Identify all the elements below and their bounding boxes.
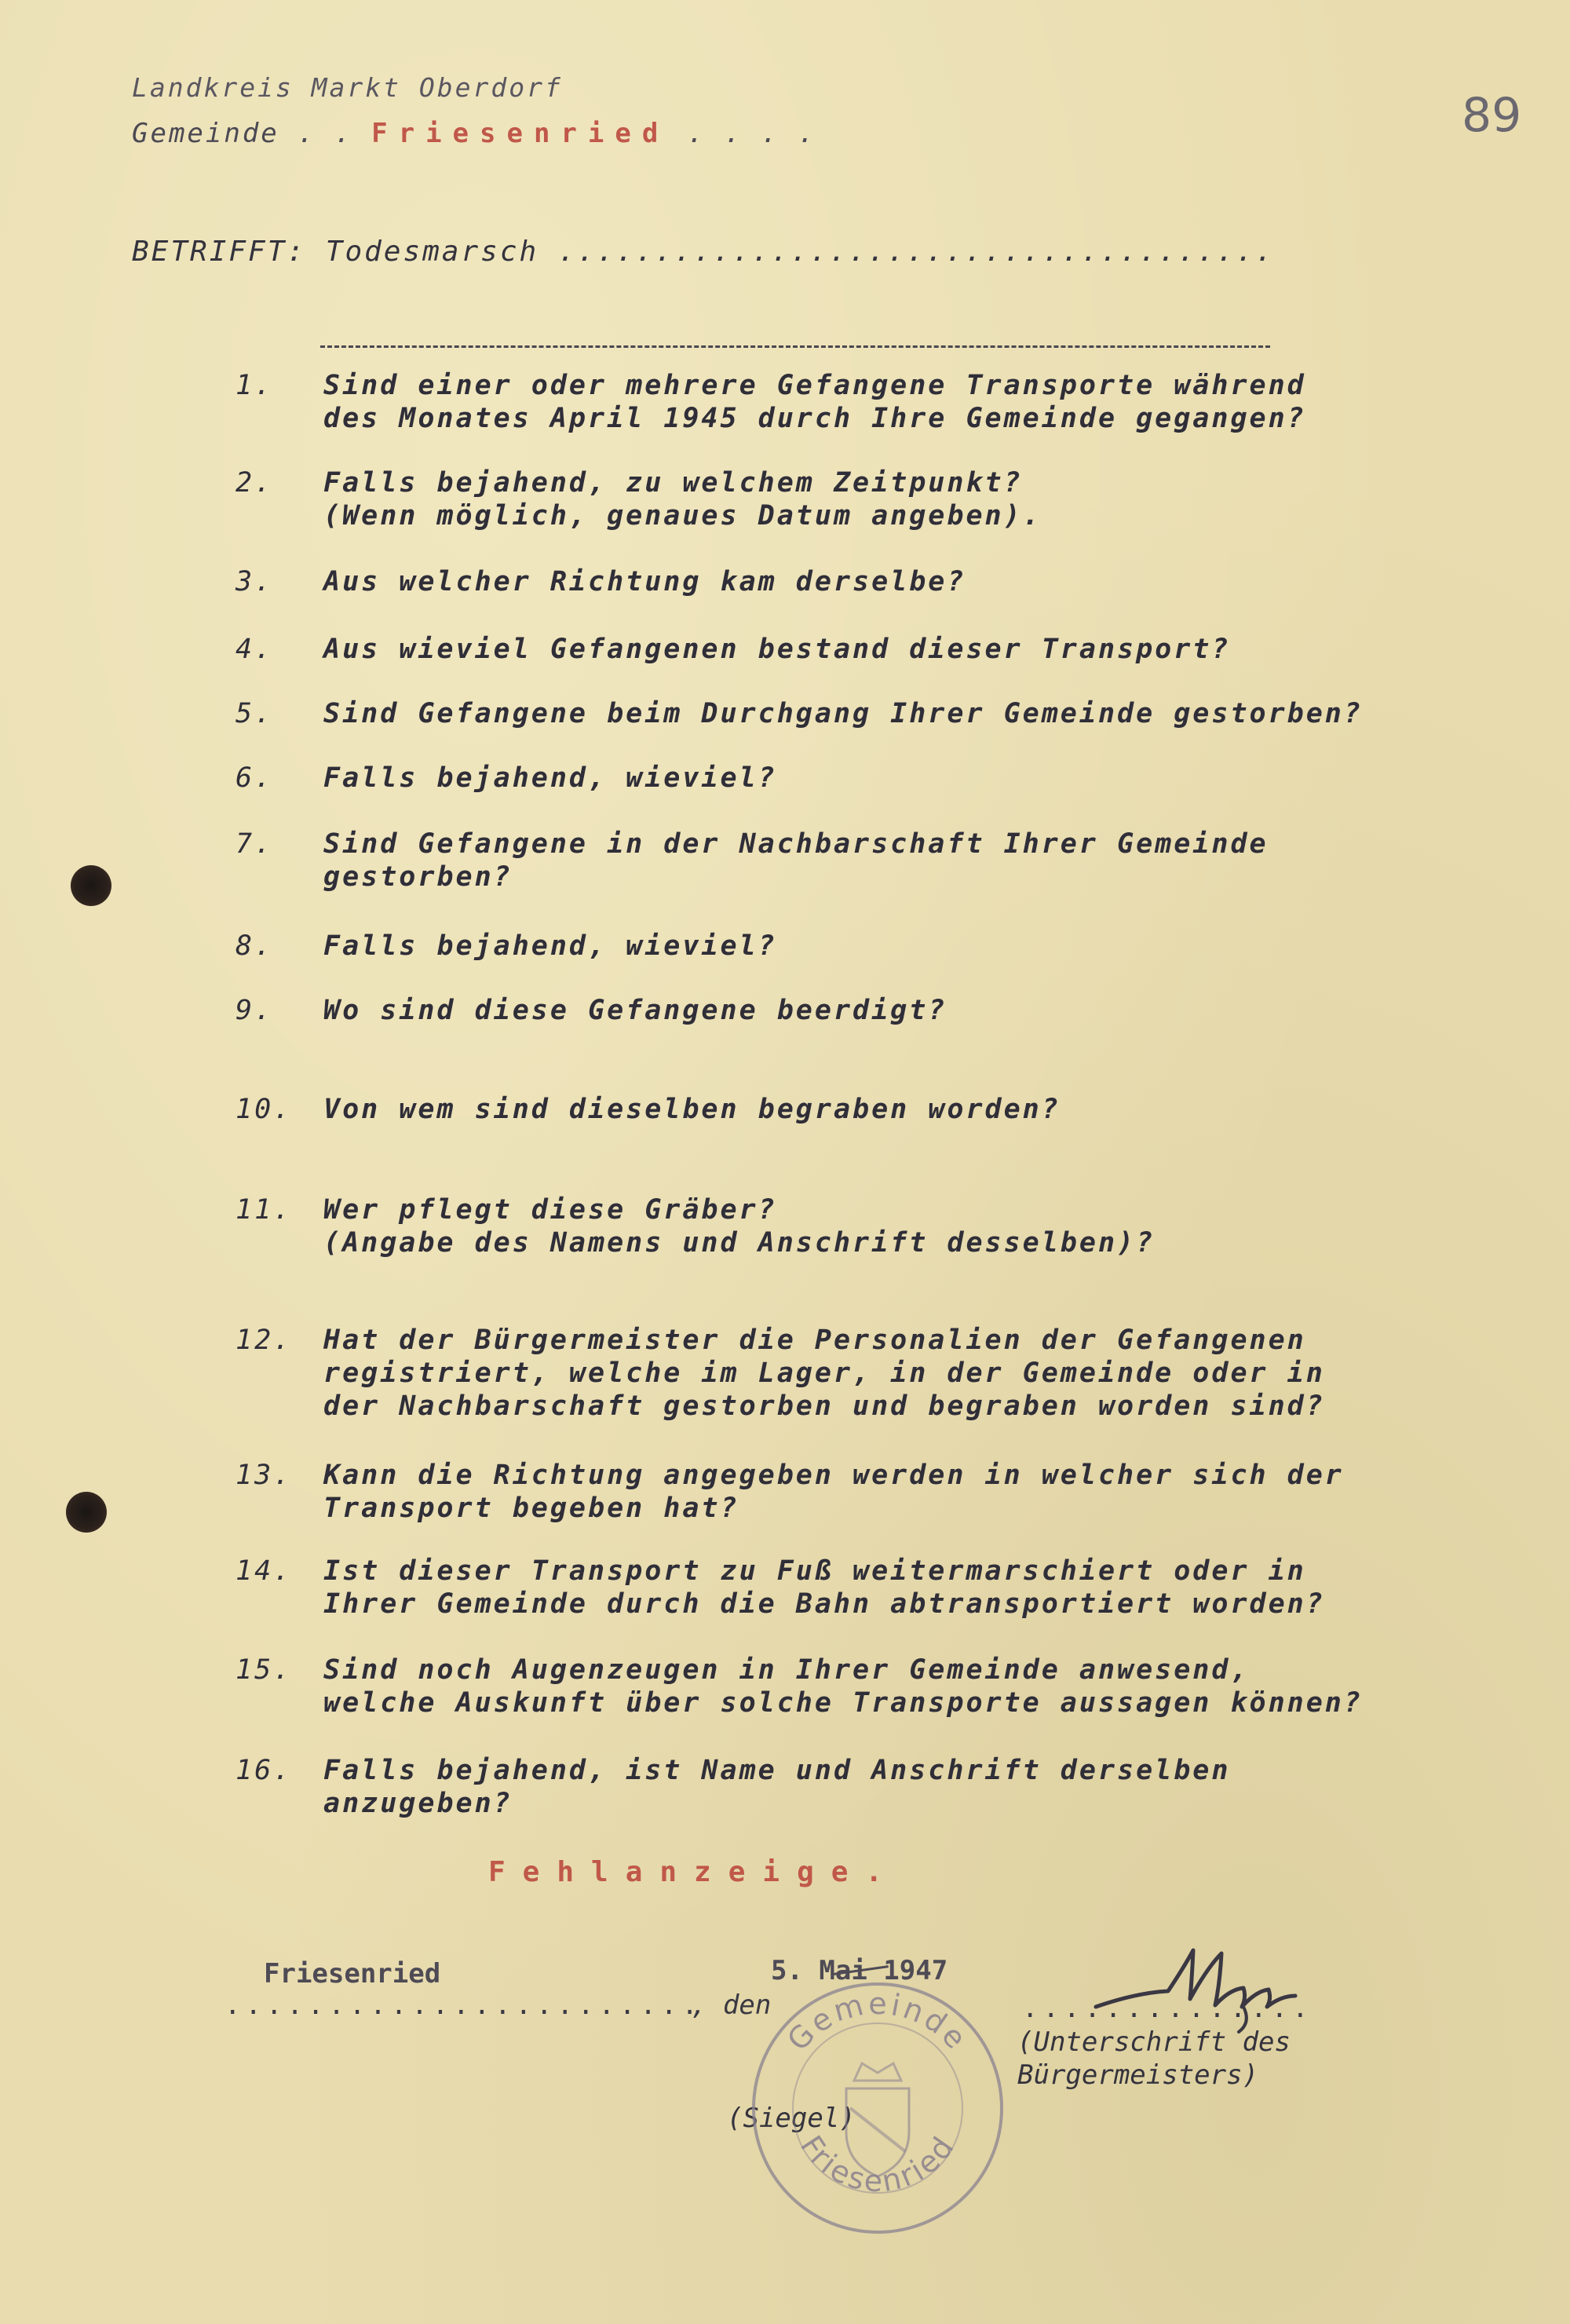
stamp-text-bottom: Friesenried [793,2129,962,2199]
svg-text:Gemeinde [780,1986,975,2058]
betrifft-label: BETRIFFT: [132,236,307,268]
question-text: Kann die Richtung angegeben werden in welcher sich der Transport begeben hat? [323,1460,1344,1524]
punch-hole [71,865,111,906]
betrifft-line [132,236,1275,268]
page-number: 89 [1462,88,1522,143]
date-typed: 5. Mai 1947 [771,1955,948,1986]
question-text: Sind einer oder mehrere Gefangene Transporte während des Monates April 1945 durch Ihre Gemeinde gegangen? [323,370,1306,434]
answer-fehlanzeige: Fehlanzeige. [488,1856,900,1888]
question-number: 4. [236,634,274,665]
question-text: Sind noch Augenzeugen in Ihrer Gemeinde anwesend, welche Auskunft über solche Transporte aussagen können? [323,1654,1363,1719]
question-text: Aus wieviel Gefangenen bestand dieser Transport? [323,634,1231,665]
stamp-text-top: Gemeinde [780,1986,975,2058]
signature-caption: (Unterschrift des Bürgermeisters) [1017,2026,1291,2091]
den-label: , den [691,1990,772,2021]
question-text: Falls bejahend, zu welchem Zeitpunkt? (Wenn möglich, genaues Datum angeben). [323,467,1042,532]
question-text: Sind Gefangene beim Durchgang Ihrer Gemeinde gestorben? [323,698,1363,729]
question-number: 7. [236,828,274,860]
betrifft-dots: ..................................... [557,236,1275,268]
question-number: 5. [236,698,274,729]
question-number: 13. [236,1460,293,1491]
question-text: Von wem sind dieselben begraben worden? [323,1094,1061,1125]
question-number: 8. [236,930,274,962]
landkreis-line: Landkreis Markt Oberdorf [132,72,563,103]
question-number: 14. [236,1555,293,1587]
question-number: 2. [236,467,274,499]
question-number: 15. [236,1654,293,1686]
question-text: Ist dieser Transport zu Fuß weitermarschiert oder in Ihrer Gemeinde durch die Bahn abtransportiert worden? [323,1555,1325,1620]
crown-icon [854,2063,901,2081]
question-number: 6. [236,762,274,794]
question-text: Falls bejahend, wieviel? [323,762,777,794]
question-number: 16. [236,1755,293,1786]
question-number: 11. [236,1194,293,1226]
gemeinde-label: Gemeinde . . [132,118,353,149]
question-number: 3. [236,566,274,597]
gemeinde-line [132,118,816,149]
place-dots: ....................... [225,1990,703,2021]
municipal-stamp [744,1971,1011,2238]
handwritten-signature [1090,1944,1309,2038]
question-text: Falls bejahend, wieviel? [323,930,777,962]
dashed-rule [320,345,1270,348]
svg-text:Friesenried [794,2129,962,2199]
question-number: 10. [236,1094,293,1125]
place-typed: Friesenried [264,1958,441,1990]
question-text: Falls bejahend, ist Name und Anschrift derselben anzugeben? [323,1755,1231,1819]
gemeinde-name: Friesenried [371,118,670,149]
question-text: Wer pflegt diese Gräber? (Angabe des Namens und Anschrift desselben)? [323,1194,1156,1259]
question-number: 1. [236,370,274,401]
question-number: 12. [236,1325,293,1356]
betrifft-subject: Todesmarsch [325,236,539,268]
signature-dots: .............. [1022,1993,1313,2024]
punch-hole [66,1492,107,1533]
gemeinde-trailing: . . . . [687,118,817,149]
question-number: 9. [236,995,274,1026]
question-text: Wo sind diese Gefangene beerdigt? [323,995,947,1026]
seal-label: (Siegel) [727,2103,856,2134]
question-text: Hat der Bürgermeister die Personalien der Gefangenen registriert, welche im Lager, in der Gemeinde oder in der Nachbarschaft gestorben und begraben worden sind? [323,1325,1325,1422]
question-text: Sind Gefangene in der Nachbarschaft Ihrer Gemeinde gestorben? [323,828,1269,893]
question-text: Aus welcher Richtung kam derselbe? [323,566,966,597]
